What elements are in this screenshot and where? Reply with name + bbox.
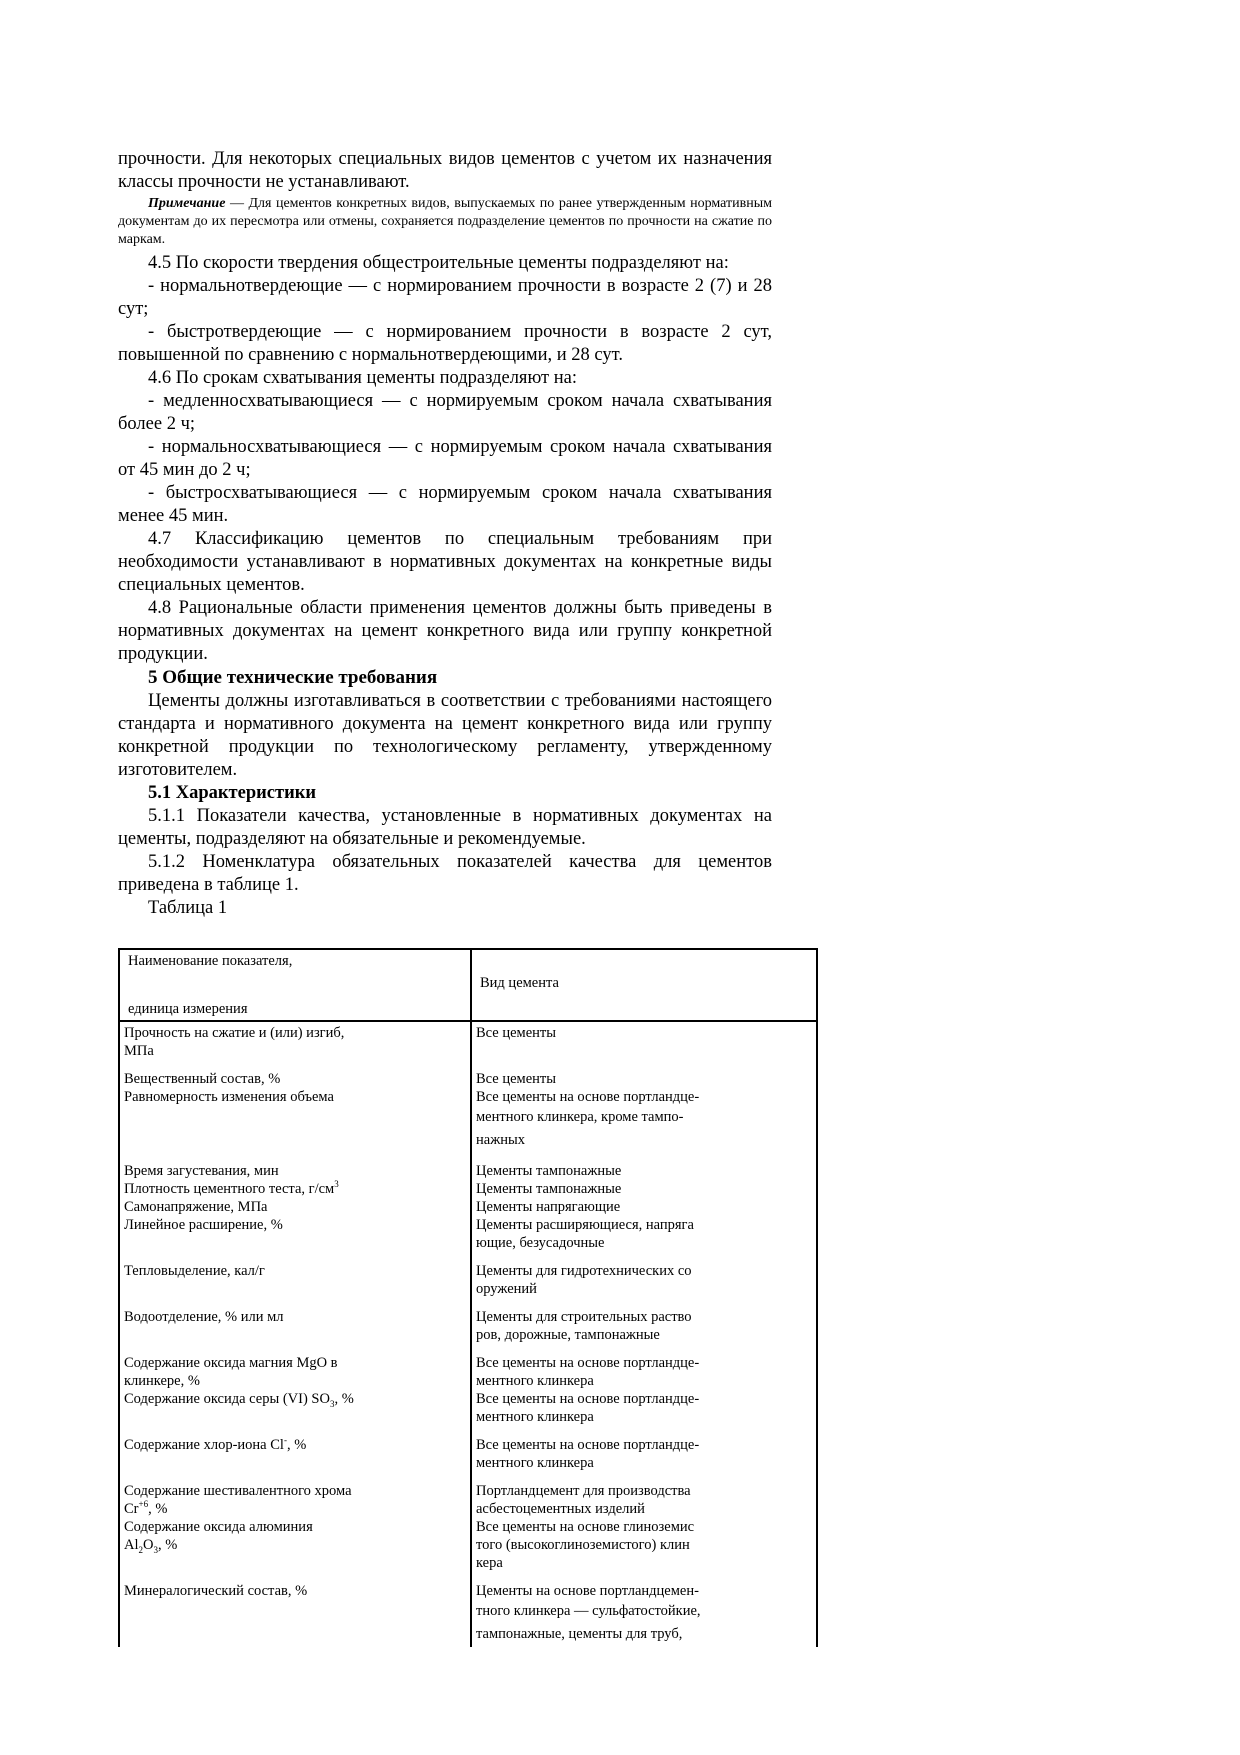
cell-text: Все цементы (476, 1025, 556, 1041)
cell-text: Цементы для строительных раство (476, 1309, 692, 1325)
cell-text: ров, дорожные, тампонажные (476, 1327, 660, 1343)
cell-text: Самонапряжение, МПа (124, 1199, 268, 1215)
cell-text: Портландцемент для производства (476, 1483, 691, 1499)
paragraph-4-8: 4.8 Рациональные области применения цементов должны быть приведены в нормативных документах на цемент конкретного вида или группу конкретной продукции. (118, 598, 772, 664)
table-row (119, 1307, 817, 1345)
cell-text: Тепловыделение, кал/г (124, 1263, 265, 1279)
paragraph-4-6: 4.6 По срокам схватывания цементы подразделяют на: (148, 368, 577, 388)
cell-text: Все цементы на основе портландце- (476, 1391, 700, 1407)
cell-text: того (высокоглиноземистого) клин (476, 1537, 690, 1553)
cell-text: тампонажные, цементы для труб, (476, 1626, 683, 1642)
cell-text: МПа (124, 1043, 154, 1059)
table-row (119, 1069, 817, 1153)
list-item: - нормальносхватывающиеся — с нормируемым сроком начала схватывания от 45 мин до 2 ч; (118, 437, 772, 480)
table-header-cell (119, 949, 471, 1021)
table-row (119, 1261, 817, 1299)
table-header-row (119, 949, 817, 1021)
section-heading-5-1: 5.1 Характеристики (148, 783, 317, 803)
note (118, 195, 772, 249)
table-row (119, 1353, 817, 1427)
cell-text: Содержание оксида алюминия (124, 1519, 313, 1535)
paragraph-4-5: 4.5 По скорости твердения общестроительные цементы подразделяют на: (148, 253, 729, 273)
table-row (119, 1435, 817, 1473)
header-cement-type: Вид цемента (480, 975, 559, 991)
table-row (119, 1581, 817, 1647)
cell-text: Водоотделение, % или мл (124, 1309, 284, 1325)
cell-text: Минералогический состав, % (124, 1583, 308, 1599)
cell-text: клинкере, % (124, 1373, 200, 1389)
cell-text: ментного клинкера (476, 1455, 594, 1471)
paragraph-5-1-2: 5.1.2 Номенклатура обязательных показателей качества для цементов приведена в таблице 1. (118, 852, 772, 895)
cell-text: Все цементы на основе портландце- (476, 1437, 700, 1453)
cell-text: $Cr^{+6}$, % (124, 1499, 168, 1517)
table-row (119, 1161, 817, 1253)
note-text: — Для цементов конкретных видов, выпускаемых по ранее утвержденным нормативным документам до их пересмотра или отмены, сохраняется подразделение цементов по прочности на сжатие по маркам. (118, 196, 772, 247)
header-unit: единица измерения (128, 1001, 248, 1017)
cell-text: Цементы тампонажные (476, 1181, 622, 1197)
note-label: Примечание (148, 196, 226, 211)
cell-text: Линейное расширение, % (124, 1217, 283, 1233)
cell-text: $Al_2O_3$, % (124, 1537, 178, 1555)
cell-text: ющие, безусадочные (476, 1235, 605, 1251)
document-body (118, 148, 772, 919)
cell-text: Равномерность изменения объема (124, 1089, 334, 1105)
cell-text: Содержание оксида магния MgO в (124, 1355, 338, 1371)
list-item: - медленносхватывающиеся — с нормируемым сроком начала схватывания более 2 ч; (118, 391, 772, 434)
cell-text: ментного клинкера (476, 1409, 594, 1425)
cell-text: Цементы для гидротехнических со (476, 1263, 692, 1279)
table-row (119, 1021, 817, 1061)
table-row (119, 1481, 817, 1573)
cell-text: Все цементы на основе глиноземис (476, 1519, 695, 1535)
header-indicator-name: Наименование показателя, (128, 953, 293, 969)
cell-text: ментного клинкера, кроме тампо- (476, 1109, 684, 1125)
paragraph-5: Цементы должны изготавливаться в соответствии с требованиями настоящего стандарта и нормативного документа на цемент конкретного вида или группу конкретной продукции по технологическому регламенту, утвержденному изготовителем. (118, 691, 772, 780)
cell-text: Содержание шестивалентного хрома (124, 1483, 352, 1499)
cell-text: Цементы напрягающие (476, 1199, 621, 1215)
section-heading-5: 5 Общие технические требования (148, 667, 438, 688)
quality-indicators-table (118, 948, 818, 1647)
list-item: - быстротвердеющие — с нормированием прочности в возрасте 2 сут, повышенной по сравнению с нормальнотвердеющими, и 28 сут. (118, 322, 772, 365)
cell-text: Все цементы (476, 1071, 556, 1087)
cell-text: Цементы расширяющиеся, напряга (476, 1217, 694, 1233)
cell-text: Прочность на сжатие и (или) изгиб, (124, 1025, 345, 1041)
cell-text: тного клинкера — сульфатостойкие, (476, 1603, 701, 1619)
paragraph-5-1-1: 5.1.1 Показатели качества, установленные в нормативных документах на цементы, подразделяют на обязательные и рекомендуемые. (118, 806, 772, 849)
cell-text: Все цементы на основе портландце- (476, 1355, 700, 1371)
cell-text: Содержание оксида серы (VI) $SO_3$, % (124, 1391, 354, 1409)
table-caption: Таблица 1 (148, 898, 228, 918)
paragraph-4-7: 4.7 Классификацию цементов по специальным требованиям при необходимости устанавливают в нормативных документах на конкретные виды специальных цементов. (118, 529, 772, 595)
cell-text: кера (476, 1555, 503, 1571)
cell-text: Время загустевания, мин (124, 1163, 279, 1179)
cell-text: Цементы тампонажные (476, 1163, 622, 1179)
table-header-cell (471, 949, 817, 1021)
cell-text: Все цементы на основе портландце- (476, 1089, 700, 1105)
cell-text: Вещественный состав, % (124, 1071, 281, 1087)
cell-text: ментного клинкера (476, 1373, 594, 1389)
list-item: - нормальнотвердеющие — с нормированием прочности в возрасте 2 (7) и 28 сут; (118, 276, 772, 319)
cell-text: Плотность цементного теста, $г/см^3$ (124, 1179, 339, 1197)
list-item: - быстросхватывающиеся — с нормируемым сроком начала схватывания менее 45 мин. (118, 483, 772, 526)
cell-text: асбестоцементных изделий (476, 1501, 645, 1517)
cell-text: нажных (476, 1132, 525, 1148)
cell-text: Цементы на основе портландцемен- (476, 1583, 699, 1599)
cell-text: оружений (476, 1281, 537, 1297)
paragraph: прочности. Для некоторых специальных видов цементов с учетом их назначения классы прочности не устанавливают. (118, 149, 772, 192)
cell-text: Содержание хлор-иона Cl-, % (124, 1435, 307, 1453)
